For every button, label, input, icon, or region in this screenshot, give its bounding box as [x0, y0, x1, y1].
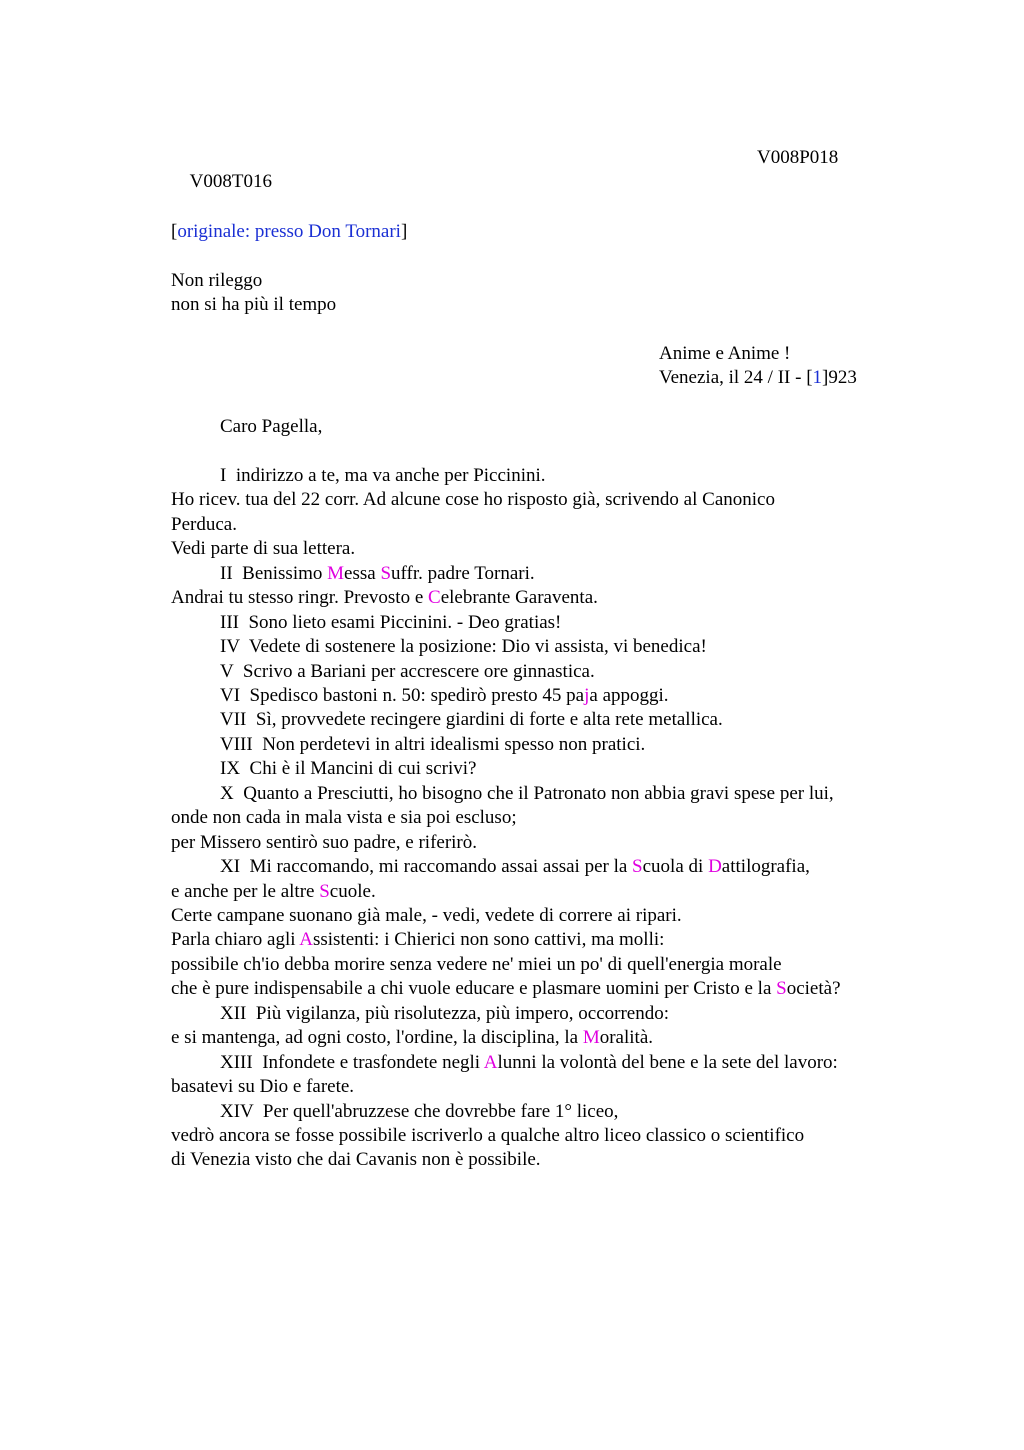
header-row	[171, 146, 272, 192]
body-line: XII Più vigilanza, più risolutezza, più impero, occorrendo:	[220, 1003, 670, 1024]
body-line: II Benissimo Messa Suffr. padre Tornari.	[220, 563, 535, 584]
code-right: V008P018	[757, 147, 839, 168]
body-line: VII Sì, provvedete recingere giardini di forte e alta rete metallica.	[220, 709, 723, 730]
body-line: XIII Infondete e trasfondete negli Alunni la volontà del bene e la sete del lavoro:	[220, 1052, 838, 1073]
body-line: di Venezia visto che dai Cavanis non è possibile.	[171, 1149, 541, 1170]
body-line: Perduca.	[171, 514, 237, 535]
body-line: Vedi parte di sua lettera.	[171, 538, 356, 559]
body-line: Parla chiaro agli Assistenti: i Chierici non sono cattivi, ma molli:	[171, 929, 665, 950]
motto: Anime e Anime !	[659, 343, 791, 364]
preface-line-2: non si ha più il tempo	[171, 294, 337, 315]
body-line: basatevi su Dio e farete.	[171, 1076, 355, 1097]
body-line: Certe campane suonano già male, - vedi, vedete di correre ai ripari.	[171, 905, 682, 926]
body-line: X Quanto a Presciutti, ho bisogno che il Patronato non abbia gravi spese per lui,	[220, 783, 834, 804]
body-line: XIV Per quell'abruzzese che dovrebbe fare 1° liceo,	[220, 1101, 619, 1122]
body-line: XI Mi raccomando, mi raccomando assai assai per la Scuola di Dattilografia,	[220, 856, 810, 877]
body-line: e anche per le altre Scuole.	[171, 881, 376, 902]
body-line: III Sono lieto esami Piccinini. - Deo gratias!	[220, 612, 562, 633]
body-line: possibile ch'io debba morire senza vedere ne' miei un po' di quell'energia morale	[171, 954, 782, 975]
dateline: Venezia, il 24 / II - [1]923	[659, 367, 857, 388]
source-note: [originale: presso Don Tornari]	[171, 221, 408, 242]
body-line: VIII Non perdetevi in altri idealismi spesso non pratici.	[220, 734, 646, 755]
body-line: IV Vedete di sostenere la posizione: Dio vi assista, vi benedica!	[220, 636, 707, 657]
preface-line-1: Non rileggo	[171, 270, 263, 291]
dateline-inserted: 1	[812, 367, 823, 388]
salutation: Caro Pagella,	[220, 416, 323, 437]
body-line: Ho ricev. tua del 22 corr. Ad alcune cose ho risposto già, scrivendo al Canonico	[171, 489, 775, 510]
body-line: VI Spedisco bastoni n. 50: spedirò presto 45 paja appoggi.	[220, 685, 669, 706]
body-line: che è pure indispensabile a chi vuole educare e plasmare uomini per Cristo e la Società?	[171, 978, 841, 999]
body-line: Andrai tu stesso ringr. Prevosto e Celebrante Garaventa.	[171, 587, 598, 608]
body-line: per Missero sentirò suo padre, e riferirò.	[171, 832, 478, 853]
body-line: V Scrivo a Bariani per accrescere ore ginnastica.	[220, 661, 595, 682]
body-line: e si mantenga, ad ogni costo, l'ordine, la disciplina, la Moralità.	[171, 1027, 654, 1048]
body-line: IX Chi è il Mancini di cui scrivi?	[220, 758, 477, 779]
body-line: onde non cada in mala vista e sia poi escluso;	[171, 807, 517, 828]
code-left: V008T016	[189, 171, 272, 192]
body-line: I indirizzo a te, ma va anche per Piccinini.	[220, 465, 546, 486]
source-note-text: originale: presso Don Tornari	[177, 221, 401, 242]
body-line: vedrò ancora se fosse possibile iscriverlo a qualche altro liceo classico o scientifico	[171, 1125, 805, 1146]
